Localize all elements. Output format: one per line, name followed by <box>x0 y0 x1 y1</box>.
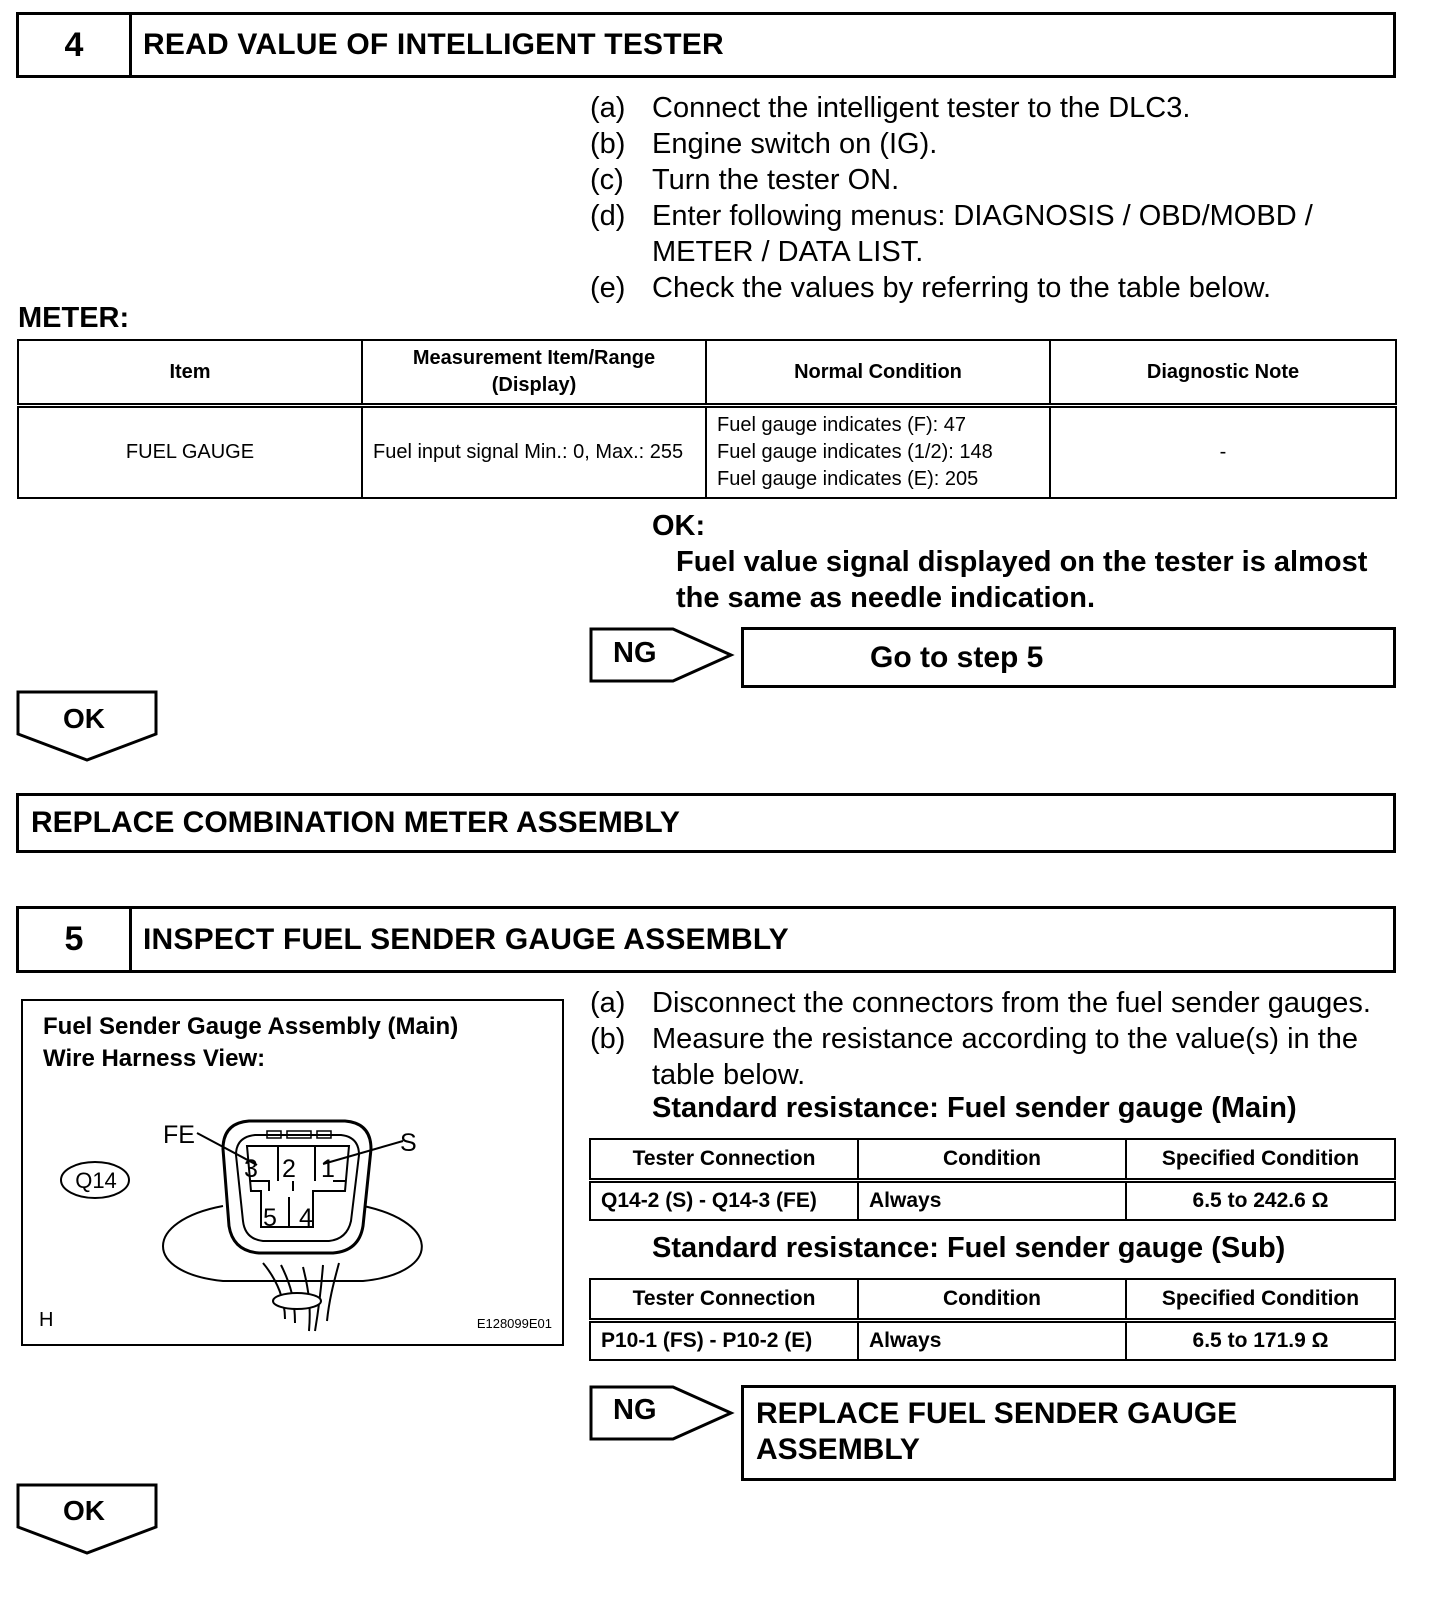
res-sub-header-connection: Tester Connection <box>590 1279 858 1321</box>
meter-header-normal: Normal Condition <box>706 340 1050 406</box>
meter-table <box>17 339 1397 499</box>
step4-ng-result-box <box>741 627 1396 688</box>
step5-ng-result-text: REPLACE FUEL SENDER GAUGE ASSEMBLY <box>756 1397 1238 1466</box>
res-main-header-specified: Specified Condition <box>1126 1139 1395 1181</box>
resistance-table-sub <box>589 1278 1396 1361</box>
ok-criteria-text: Fuel value signal displayed on the tester is almost the same as needle indication. <box>676 546 1368 614</box>
connector-id-label: Q14 <box>75 1168 117 1193</box>
pin-5: 5 <box>263 1204 277 1232</box>
instruction-a: (a) Connect the intelligent tester to the DLC3. <box>590 92 1191 124</box>
instruction-b: (b) Engine switch on (IG). <box>590 128 938 160</box>
res-main-cell-condition: Always <box>858 1181 1126 1221</box>
res-main-cell-specified: 6.5 to 242.6 Ω <box>1126 1181 1395 1221</box>
label-fe: FE <box>163 1121 195 1149</box>
res-sub-header-specified: Specified Condition <box>1126 1279 1395 1321</box>
meter-cell-normal: Fuel gauge indicates (F): 47 Fuel gauge indicates (1/2): 148 Fuel gauge indicates (E): 205 <box>706 406 1050 499</box>
res-main-header-connection: Tester Connection <box>590 1139 858 1181</box>
meter-cell-item: FUEL GAUGE <box>18 406 362 499</box>
meter-header-note: Diagnostic Note <box>1050 340 1396 406</box>
res-sub-cell-specified: 6.5 to 171.9 Ω <box>1126 1321 1395 1361</box>
res-main-cell-connection: Q14-2 (S) - Q14-3 (FE) <box>590 1181 858 1221</box>
step4-header <box>16 12 1396 78</box>
step5-number: 5 <box>19 909 132 970</box>
res-main-header-condition: Condition <box>858 1139 1126 1181</box>
meter-cell-note: - <box>1050 406 1396 499</box>
meter-header-item: Item <box>18 340 362 406</box>
std-resistance-sub-label: Standard resistance: Fuel sender gauge (Sub) <box>652 1232 1286 1264</box>
step4-title: READ VALUE OF INTELLIGENT TESTER <box>143 28 724 61</box>
ok-heading: OK: <box>652 510 706 542</box>
step4-ok-label: OK <box>63 703 105 734</box>
step4-ng-result-text: Go to step 5 <box>870 641 1044 674</box>
res-sub-header-condition: Condition <box>858 1279 1126 1321</box>
step5-ok-label: OK <box>63 1495 105 1526</box>
meter-table-label: METER: <box>18 302 130 334</box>
connector-figure <box>21 999 564 1346</box>
meter-cell-range: Fuel input signal Min.: 0, Max.: 255 <box>362 406 706 499</box>
step5-instructions <box>590 985 1396 1093</box>
ng-arrow-shape <box>589 1385 735 1441</box>
pin-1: 1 <box>321 1155 335 1183</box>
std-resistance-main-label: Standard resistance: Fuel sender gauge (Main) <box>652 1092 1297 1124</box>
label-s: S <box>400 1129 417 1157</box>
instruction-b: (b) Measure the resistance according to the value(s) in the table below. <box>590 1023 1359 1091</box>
meter-header-range: Measurement Item/Range (Display) <box>362 340 706 406</box>
step5-header <box>16 906 1396 973</box>
step4-ok-result-box <box>16 793 1396 853</box>
instruction-c: (c) Turn the tester ON. <box>590 164 900 196</box>
pin-2: 2 <box>282 1155 296 1183</box>
step4-ng-label: NG <box>613 637 657 669</box>
resistance-table-main <box>589 1138 1396 1221</box>
res-sub-cell-condition: Always <box>858 1321 1126 1361</box>
step5-ng-label: NG <box>613 1394 657 1426</box>
figure-title: Fuel Sender Gauge Assembly (Main) Wire Harness View: <box>43 1013 459 1072</box>
step4-ok-result-text: REPLACE COMBINATION METER ASSEMBLY <box>31 806 680 839</box>
instruction-e: (e) Check the values by referring to the table below. <box>590 272 1272 304</box>
pin-4: 4 <box>299 1204 313 1232</box>
figure-code: E128099E01 <box>476 1316 552 1331</box>
res-sub-cell-connection: P10-1 (FS) - P10-2 (E) <box>590 1321 858 1361</box>
figure-corner-label: H <box>39 1309 54 1331</box>
instruction-d: (d) Enter following menus: DIAGNOSIS / OBD/MOBD / METER / DATA LIST. <box>590 200 1313 268</box>
ng-arrow-shape <box>589 627 735 683</box>
step4-number: 4 <box>19 15 132 75</box>
instruction-a: (a) Disconnect the connectors from the fuel sender gauges. <box>590 987 1371 1019</box>
step4-instructions <box>590 90 1390 306</box>
step5-ng-result-box <box>741 1385 1396 1481</box>
pin-3: 3 <box>244 1155 258 1183</box>
step5-title: INSPECT FUEL SENDER GAUGE ASSEMBLY <box>143 922 789 956</box>
